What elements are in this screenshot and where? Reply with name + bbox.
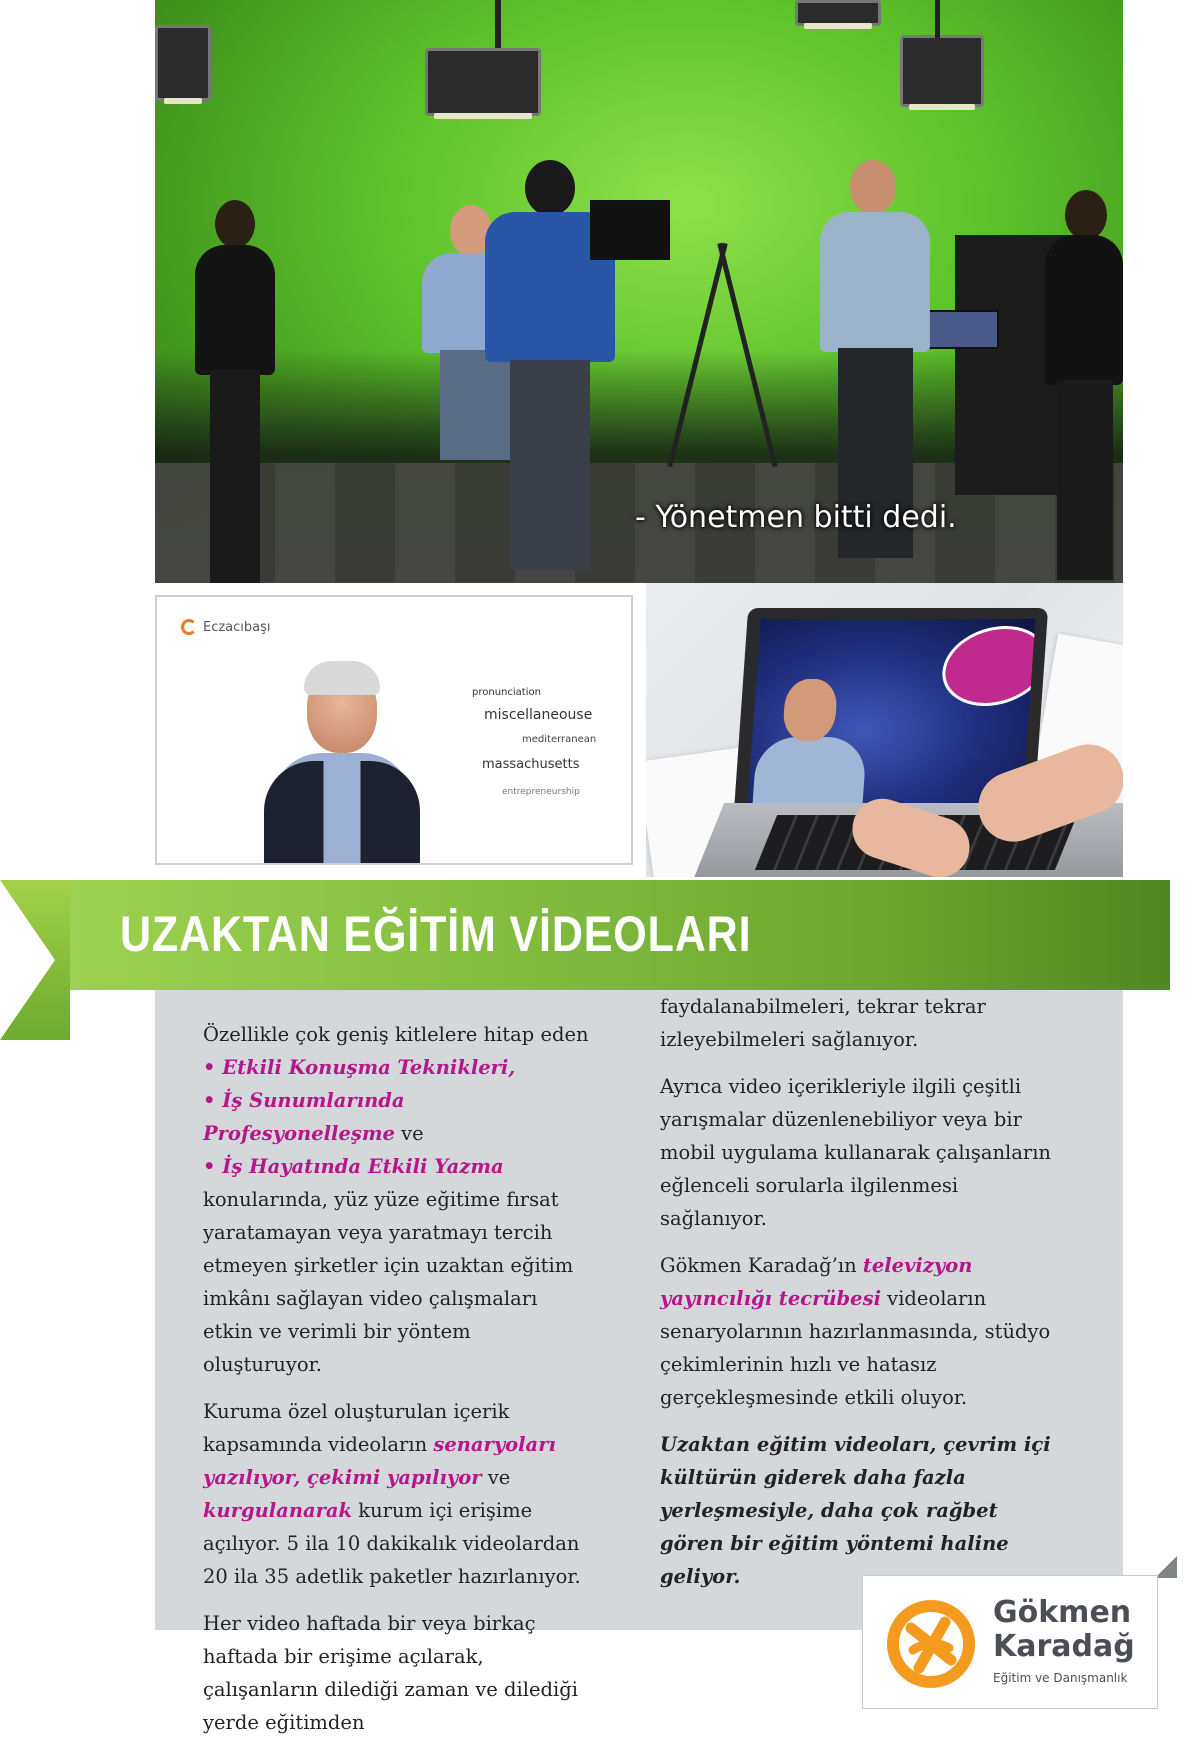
brand-logo-card [862, 1575, 1158, 1709]
highlight-text: televizyon yayıncılığı tecrübesi [660, 1254, 973, 1310]
company-logo [181, 619, 271, 635]
studio-light [425, 48, 541, 116]
highlight-text: kurgulanarak [203, 1499, 353, 1522]
ceiling-rig [495, 0, 501, 50]
tripod-leg [667, 243, 727, 467]
topic-item: • İş Hayatında Etkili Yazma [203, 1155, 504, 1178]
training-video-still [155, 595, 633, 865]
brand-name-line1: Gökmen [993, 1595, 1132, 1630]
inline-text: Kuruma özel oluşturulan içerik kapsamında videoların [203, 1400, 510, 1456]
highlight-text: senaryoları yazılıyor, çekimi yapılıyor [203, 1433, 556, 1489]
presenter-figure [252, 657, 442, 865]
brand-name [993, 1596, 1135, 1664]
ceiling-rig [935, 0, 940, 38]
inline-text: konularında, yüz yüze eğitime fırsat yaratamayan veya yaratmayı tercih etmeyen şirketler için uzaktan eğitim imkânı sağlayan video çalışmaları etkin ve verimli bir yöntem oluşturuyor. [203, 1188, 574, 1376]
intro-text: Özellikle çok geniş kitlelere hitap eden [203, 1023, 589, 1046]
video-subtitle: - Yönetmen bitti dedi. [635, 500, 957, 535]
speech-bubble [936, 619, 1035, 717]
left-column [203, 1018, 593, 1753]
inline-text: ve [394, 1122, 424, 1145]
studio-light [900, 35, 984, 107]
studio-light [155, 25, 211, 101]
word-entrepreneurship: entrepreneurship [502, 787, 580, 797]
topic-item: • İş Sunumlarında Profesyonelleşme [203, 1089, 405, 1145]
brand-tagline: Eğitim ve Danışmanlık [993, 1671, 1128, 1685]
body-paragraph: Ayrıca video içerikleriyle ilgili çeşitli yarışmalar düzenlenebiliyor veya bir mobil uygulama kullanarak çalışanların eğlenceli sorularla ilgilenmesi sağlanıyor. [660, 1075, 1051, 1230]
word-pronunciation: pronunciation [472, 687, 541, 698]
inline-text: videoların senaryolarının hazırlanmasında, stüdyo çekimlerinin hızlı ve hatasız gerçekleşmesinde etkili oluyor. [660, 1287, 1051, 1409]
topic-item: • Etkili Konuşma Teknikleri, [203, 1056, 516, 1079]
eczacibasi-logo-icon [181, 619, 197, 635]
studio-photo [155, 0, 1123, 583]
body-paragraph: Her video haftada bir veya birkaç haftada bir erişime açılarak, çalışanların dilediği zaman ve dilediği yerde eğitimden [203, 1612, 578, 1734]
laptop-screen [748, 619, 1036, 804]
camera [590, 200, 670, 260]
body-paragraph: faydalanabilmeleri, tekrar tekrar izleyebilmeleri sağlanıyor. [660, 995, 986, 1051]
closing-paragraph: Uzaktan eğitim videoları, çevrim içi kültürün giderek daha fazla yerleşmesiyle, daha çok rağbet gören bir eğitim yöntemi haline geliyor. [660, 1433, 1051, 1588]
right-column [660, 995, 1060, 1607]
company-logo-text: Eczacıbaşı [203, 619, 271, 635]
word-massachusetts: massachusetts [482, 757, 580, 772]
inline-text: kurum içi erişime açılıyor. 5 ila 10 dakikalık videolardan 20 ila 35 adetlik paketler hazırlanıyor. [203, 1499, 581, 1588]
inline-text: Gökmen Karadağ’ın [660, 1254, 863, 1277]
section-title: UZAKTAN EĞİTİM VİDEOLARI [120, 906, 752, 962]
word-miscellaneouse: miscellaneouse [484, 707, 593, 723]
logo-card-fold [1155, 1556, 1177, 1578]
tripod-leg [717, 243, 777, 467]
word-mediterranean: mediterranean [522, 734, 597, 745]
banner-ribbon-tail [0, 880, 70, 1040]
studio-light [795, 0, 881, 26]
laptop-photo [646, 583, 1123, 877]
inline-text: ve [481, 1466, 511, 1489]
intro-paragraph [203, 1018, 593, 1381]
body-paragraph [660, 1249, 1060, 1414]
body-paragraph [203, 1395, 593, 1593]
gokmen-karadag-logo-icon [885, 1598, 977, 1690]
monitor [925, 310, 999, 349]
brand-name-line2: Karadağ [993, 1629, 1135, 1664]
